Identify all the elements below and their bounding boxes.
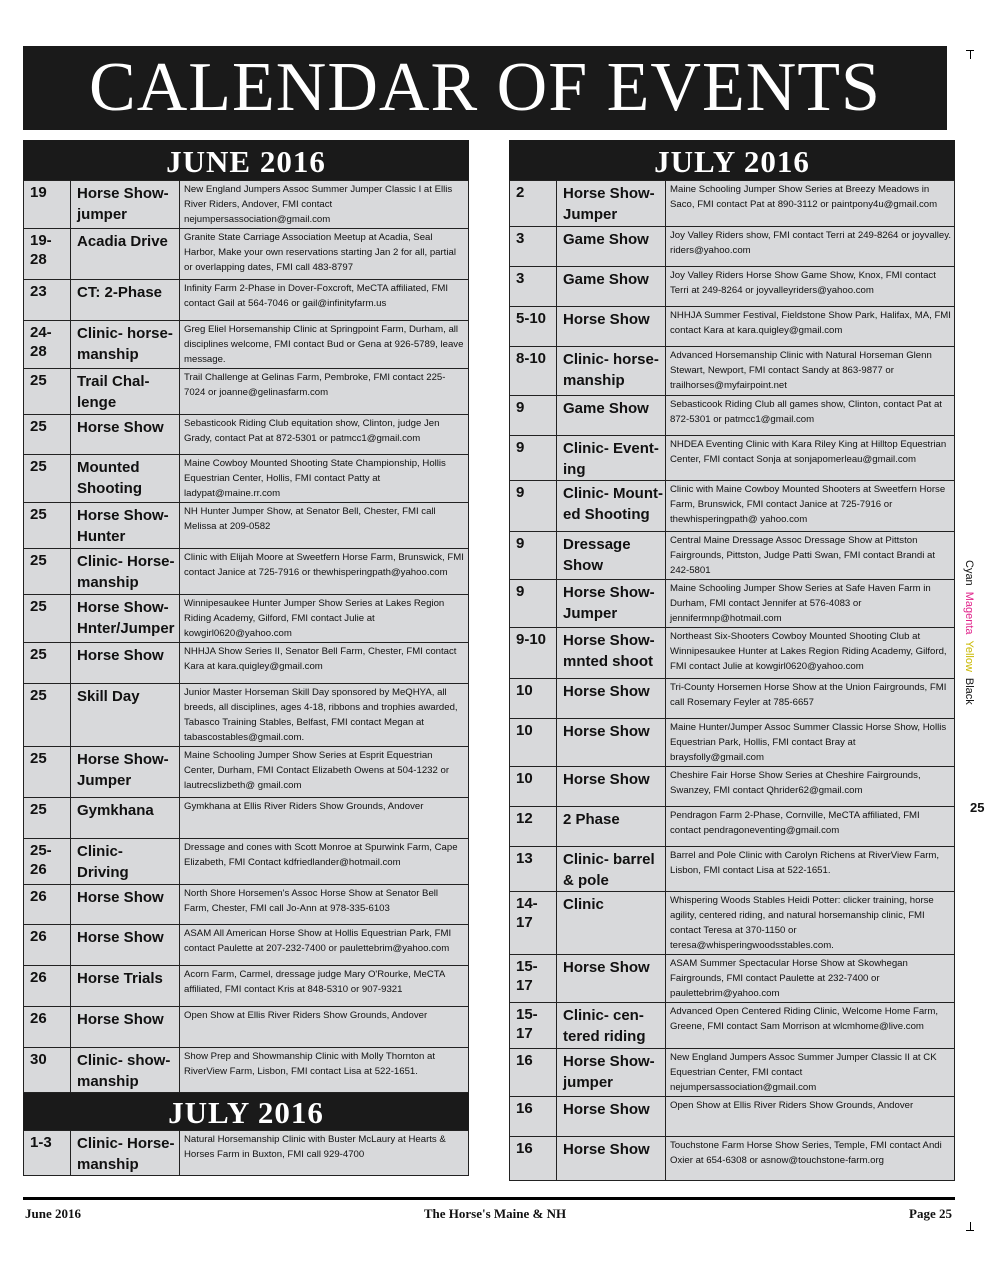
event-type: Horse Show xyxy=(557,679,666,719)
event-row xyxy=(510,227,955,267)
color-registration-labels xyxy=(963,560,975,711)
footer-date: June 2016 xyxy=(25,1206,81,1221)
crop-mark-top xyxy=(966,50,974,59)
event-row xyxy=(24,181,469,229)
event-description: Acorn Farm, Carmel, dressage judge Mary O'Rourke, MeCTA affiliated, FMI contact Kris at 848-5310 or 907-9321 xyxy=(180,966,469,1007)
event-type: Horse Show- Jumper xyxy=(71,747,180,798)
event-description: Touchstone Farm Horse Show Series, Temple, FMI contact Andi Oxier at 654-6308 or asnow@touchstone-farm.org xyxy=(666,1137,955,1181)
event-row xyxy=(24,369,469,415)
event-description: Northeast Six-Shooters Cowboy Mounted Shooting Club at Winnipesaukee Hunter at Lakes Region Riding Academy, Gilford, FMI contact Julie at kowgirl0620@yahoo.com xyxy=(666,628,955,679)
event-type: Horse Show- Jumper xyxy=(557,181,666,227)
event-date: 16 xyxy=(510,1097,557,1137)
event-row xyxy=(24,747,469,798)
event-date: 9 xyxy=(510,532,557,580)
event-date: 14- 17 xyxy=(510,892,557,955)
event-description: Barrel and Pole Clinic with Carolyn Richens at RiverView Farm, Lisbon, FMI contact Lisa at 522-1651. xyxy=(666,847,955,892)
event-row xyxy=(510,892,955,955)
event-description: Sebasticook Riding Club all games show, Clinton, contact Pat at 872-5301 or patmcc1@gmail.com xyxy=(666,396,955,436)
event-type: Horse Show xyxy=(71,1007,180,1048)
event-date: 19- 28 xyxy=(24,229,71,280)
event-description: Tri-County Horsemen Horse Show at the Union Fairgrounds, FMI call Rosemary Feyler at 785-6657 xyxy=(666,679,955,719)
event-date: 30 xyxy=(24,1048,71,1093)
event-description: Maine Schooling Jumper Show Series at Safe Haven Farm in Durham, FMI contact Jennifer at 576-4083 or jennifermnp@hotmail.com xyxy=(666,580,955,628)
event-type: Game Show xyxy=(557,396,666,436)
event-row xyxy=(24,798,469,839)
event-row xyxy=(510,307,955,347)
event-type: Clinic- horse- manship xyxy=(71,321,180,369)
july-events-table-left xyxy=(23,1130,469,1176)
event-type: Clinic- cen- tered riding xyxy=(557,1003,666,1049)
event-row xyxy=(24,1131,469,1176)
event-row xyxy=(510,628,955,679)
event-description: Advanced Horsemanship Clinic with Natural Horseman Glenn Stewart, Newport, FMI contact Sandy at 863-9877 or trailhorses@myfairpoint.net xyxy=(666,347,955,396)
event-description: Open Show at Ellis River Riders Show Grounds, Andover xyxy=(666,1097,955,1137)
july-events-table xyxy=(509,180,955,1181)
event-date: 26 xyxy=(24,1007,71,1048)
event-row xyxy=(24,839,469,885)
event-type: Horse Trials xyxy=(71,966,180,1007)
event-type: Horse Show- Jumper xyxy=(557,580,666,628)
event-row xyxy=(24,455,469,503)
event-description: Dressage and cones with Scott Monroe at Spurwink Farm, Cape Elizabeth, FMI Contact kdfriedlander@hotmail.com xyxy=(180,839,469,885)
event-type: Clinic xyxy=(557,892,666,955)
event-description: Junior Master Horseman Skill Day sponsored by MeQHYA, all breeds, all disciplines, ages 4-18, ribbons and trophies awarded, Tabasco Training Stables, Belfast, FMI contact Megan at tabascostables@gmail.com. xyxy=(180,684,469,747)
event-date: 8-10 xyxy=(510,347,557,396)
event-type: Horse Show xyxy=(557,1137,666,1181)
event-date: 25 xyxy=(24,643,71,684)
event-type: Clinic- Driving xyxy=(71,839,180,885)
event-description: Winnipesaukee Hunter Jumper Show Series at Lakes Region Riding Academy, Gilford, FMI contact Julie at kowgirl0620@yahoo.com xyxy=(180,595,469,643)
event-date: 5-10 xyxy=(510,307,557,347)
event-type: Horse Show xyxy=(71,925,180,966)
event-date: 9 xyxy=(510,580,557,628)
event-row xyxy=(510,580,955,628)
event-description: Central Maine Dressage Assoc Dressage Show at Pittston Fairgrounds, Pittston, Judge Patti Swan, FMI contact Brandi at 242-5801 xyxy=(666,532,955,580)
event-description: Gymkhana at Ellis River Riders Show Grounds, Andover xyxy=(180,798,469,839)
event-date: 15- 17 xyxy=(510,955,557,1003)
event-date: 3 xyxy=(510,227,557,267)
event-description: ASAM Summer Spectacular Horse Show at Skowhegan Fairgrounds, FMI contact Paulette at 232-7400 or paulettebrim@yahoo.com xyxy=(666,955,955,1003)
event-description: Maine Cowboy Mounted Shooting State Championship, Hollis Equestrian Center, Hollis, FMI contact Patty at ladypat@maine.rr.com xyxy=(180,455,469,503)
event-type: Trail Chal- lenge xyxy=(71,369,180,415)
event-date: 25- 26 xyxy=(24,839,71,885)
color-label: Cyan xyxy=(963,560,975,586)
event-row xyxy=(510,679,955,719)
event-description: ASAM All American Horse Show at Hollis Equestrian Park, FMI contact Paulette at 207-232-7400 or paulettebrim@yahoo.com xyxy=(180,925,469,966)
event-description: Greg Eliel Horsemanship Clinic at Springpoint Farm, Durham, all disciplines welcome, FMI contact Bud or Gena at 926-5789, leave message. xyxy=(180,321,469,369)
event-row xyxy=(24,321,469,369)
event-row xyxy=(510,1003,955,1049)
event-type: Clinic- show- manship xyxy=(71,1048,180,1093)
event-date: 25 xyxy=(24,415,71,455)
event-description: Cheshire Fair Horse Show Series at Cheshire Fairgrounds, Swanzey, FMI contact Qhrider62@gmail.com xyxy=(666,767,955,807)
event-row xyxy=(510,719,955,767)
event-row xyxy=(24,885,469,925)
month-heading-june: JUNE 2016 xyxy=(23,140,469,180)
event-row xyxy=(510,181,955,227)
event-row xyxy=(24,595,469,643)
event-type: Horse Show xyxy=(557,767,666,807)
event-date: 24- 28 xyxy=(24,321,71,369)
event-row xyxy=(24,684,469,747)
event-date: 16 xyxy=(510,1049,557,1097)
event-date: 25 xyxy=(24,798,71,839)
event-type: Horse Show- Hnter/Jumper xyxy=(71,595,180,643)
color-label: Magenta xyxy=(963,591,975,635)
event-row xyxy=(510,807,955,847)
june-events-table xyxy=(23,180,469,1093)
event-date: 3 xyxy=(510,267,557,307)
event-description: Maine Schooling Jumper Show Series at Esprit Equestrian Center, Durham, FMI Contact Elizabeth Owens at 504-1232 or lautrecslizbeth@ gmail.com xyxy=(180,747,469,798)
event-row xyxy=(24,1048,469,1093)
event-type: Horse Show xyxy=(557,955,666,1003)
event-description: North Shore Horsemen's Assoc Horse Show at Senator Bell Farm, Chester, FMI call Jo-Ann at 978-335-6103 xyxy=(180,885,469,925)
event-row xyxy=(24,966,469,1007)
event-description: Trail Challenge at Gelinas Farm, Pembroke, FMI contact 225-7024 or joanne@gelinasfarm.com xyxy=(180,369,469,415)
event-type: Horse Show xyxy=(71,643,180,684)
event-row xyxy=(510,847,955,892)
event-type: Horse Show- jumper xyxy=(71,181,180,229)
event-row xyxy=(510,1097,955,1137)
event-row xyxy=(510,532,955,580)
event-type: Clinic- Horse- manship xyxy=(71,549,180,595)
event-date: 15- 17 xyxy=(510,1003,557,1049)
event-row xyxy=(24,229,469,280)
event-type: Horse Show xyxy=(557,719,666,767)
event-date: 12 xyxy=(510,807,557,847)
event-description: Clinic with Maine Cowboy Mounted Shooters at Sweetfern Horse Farm, Brunswick, FMI contact Janice at 725-7916 or thewhisperingpath@ yahoo.com xyxy=(666,481,955,532)
event-description: Sebasticook Riding Club equitation show, Clinton, judge Jen Grady, contact Pat at 872-5301 or patmcc1@gmail.com xyxy=(180,415,469,455)
event-type: Gymkhana xyxy=(71,798,180,839)
event-description: NHDEA Eventing Clinic with Kara Riley King at Hilltop Equestrian Center, FMI contact Sonja at sonjapomerleau@gmail.com xyxy=(666,436,955,481)
event-type: Dressage Show xyxy=(557,532,666,580)
event-description: Whispering Woods Stables Heidi Potter: clicker training, horse agility, centered riding, and natural horsemanship clinic, FMI contact Teresa at 370-1150 or teresa@whisperingwoodsstables.com. xyxy=(666,892,955,955)
event-description: Show Prep and Showmanship Clinic with Molly Thornton at RiverView Farm, Lisbon, FMI contact Lisa at 522-1651. xyxy=(180,1048,469,1093)
event-date: 23 xyxy=(24,280,71,321)
footer-page: Page 25 xyxy=(909,1206,952,1221)
event-row xyxy=(24,280,469,321)
event-description: Joy Valley Riders show, FMI contact Terri at 249-8264 or joyvalley. riders@yahoo.com xyxy=(666,227,955,267)
event-row xyxy=(24,549,469,595)
event-description: Granite State Carriage Association Meetup at Acadia, Seal Harbor, Make your own reservations starting Jan 2 for all, partial or overlapping dates, FMI call 483-8797 xyxy=(180,229,469,280)
event-type: 2 Phase xyxy=(557,807,666,847)
event-date: 25 xyxy=(24,549,71,595)
footer-publication: The Horse's Maine & NH xyxy=(423,1206,567,1221)
event-date: 19 xyxy=(24,181,71,229)
event-type: Mounted Shooting xyxy=(71,455,180,503)
event-type: Skill Day xyxy=(71,684,180,747)
event-description: New England Jumpers Assoc Summer Jumper Classic II at CK Equestrian Center, FMI contact nejumpersassociation@gmail.com xyxy=(666,1049,955,1097)
event-row xyxy=(510,955,955,1003)
event-date: 25 xyxy=(24,747,71,798)
event-description: Joy Valley Riders Horse Show Game Show, Knox, FMI contact Terri at 249-8264 or joyvalleyriders@yahoo.com xyxy=(666,267,955,307)
event-row xyxy=(24,503,469,549)
event-type: Clinic- Horse- manship xyxy=(71,1131,180,1176)
event-description: NHHJA Summer Festival, Fieldstone Show Park, Halifax, MA, FMI contact Kara at kara.quigley@gmail.com xyxy=(666,307,955,347)
event-description: Infinity Farm 2-Phase in Dover-Foxcroft, MeCTA affiliated, FMI contact Gail at 564-7046 or gail@infinityfarm.us xyxy=(180,280,469,321)
event-description: Open Show at Ellis River Riders Show Grounds, Andover xyxy=(180,1007,469,1048)
crop-mark-bottom xyxy=(966,1222,974,1231)
event-row xyxy=(24,1007,469,1048)
event-date: 2 xyxy=(510,181,557,227)
event-type: Clinic- horse- manship xyxy=(557,347,666,396)
event-row xyxy=(510,1137,955,1181)
event-date: 26 xyxy=(24,925,71,966)
month-heading-july: JULY 2016 xyxy=(509,140,955,180)
event-description: Advanced Open Centered Riding Clinic, Welcome Home Farm, Greene, FMI contact Sam Morrison at wlcmhome@live.com xyxy=(666,1003,955,1049)
event-row xyxy=(510,436,955,481)
event-description: NHHJA Show Series II, Senator Bell Farm, Chester, FMI contact Kara at kara.quigley@gmail.com xyxy=(180,643,469,684)
event-date: 26 xyxy=(24,966,71,1007)
month-heading-july-left: JULY 2016 xyxy=(23,1093,469,1130)
event-date: 25 xyxy=(24,455,71,503)
event-type: Horse Show xyxy=(557,307,666,347)
event-description: Maine Hunter/Jumper Assoc Summer Classic Horse Show, Hollis Equestrian Park, Hollis, FMI contact Bray at braysfolly@gmail.com xyxy=(666,719,955,767)
event-description: Maine Schooling Jumper Show Series at Breezy Meadows in Saco, FMI contact Pat at 890-3112 or paintpony4u@gmail.com xyxy=(666,181,955,227)
event-type: Game Show xyxy=(557,227,666,267)
event-type: Horse Show- Hunter xyxy=(71,503,180,549)
event-type: Horse Show- mnted shoot xyxy=(557,628,666,679)
event-date: 25 xyxy=(24,369,71,415)
event-row xyxy=(510,267,955,307)
event-row xyxy=(510,481,955,532)
event-type: CT: 2-Phase xyxy=(71,280,180,321)
event-type: Horse Show- jumper xyxy=(557,1049,666,1097)
event-date: 16 xyxy=(510,1137,557,1181)
event-description: New England Jumpers Assoc Summer Jumper Classic I at Ellis River Riders, Andover, FMI contact nejumpersassociation@gmail.com xyxy=(180,181,469,229)
page-title: CALENDAR OF EVENTS xyxy=(23,46,947,130)
event-date: 10 xyxy=(510,719,557,767)
event-date: 25 xyxy=(24,503,71,549)
event-type: Acadia Drive xyxy=(71,229,180,280)
footer-rule xyxy=(23,1197,955,1200)
event-date: 9 xyxy=(510,396,557,436)
event-row xyxy=(24,925,469,966)
event-date: 10 xyxy=(510,767,557,807)
event-description: Clinic with Elijah Moore at Sweetfern Horse Farm, Brunswick, FMI contact Janice at 725-7916 or thewhisperingpath@yahoo.com xyxy=(180,549,469,595)
event-date: 9 xyxy=(510,481,557,532)
event-type: Clinic- Event- ing xyxy=(557,436,666,481)
event-row xyxy=(24,415,469,455)
event-type: Clinic- barrel & pole xyxy=(557,847,666,892)
event-row xyxy=(510,767,955,807)
event-row xyxy=(510,396,955,436)
event-description: NH Hunter Jumper Show, at Senator Bell, Chester, FMI call Melissa at 209-0582 xyxy=(180,503,469,549)
event-date: 1-3 xyxy=(24,1131,71,1176)
event-type: Horse Show xyxy=(557,1097,666,1137)
event-date: 10 xyxy=(510,679,557,719)
event-date: 13 xyxy=(510,847,557,892)
side-page-number: 25 xyxy=(970,800,985,815)
event-row xyxy=(510,1049,955,1097)
event-type: Horse Show xyxy=(71,415,180,455)
event-date: 25 xyxy=(24,684,71,747)
event-description: Natural Horsemanship Clinic with Buster McLaury at Hearts & Horses Farm in Buxton, FMI call 929-4700 xyxy=(180,1131,469,1176)
event-type: Clinic- Mount- ed Shooting xyxy=(557,481,666,532)
event-type: Horse Show xyxy=(71,885,180,925)
event-date: 9-10 xyxy=(510,628,557,679)
right-column xyxy=(509,140,955,1181)
event-row xyxy=(510,347,955,396)
color-label: Yellow xyxy=(963,640,975,672)
event-date: 25 xyxy=(24,595,71,643)
event-description: Pendragon Farm 2-Phase, Cornville, MeCTA affiliated, FMI contact pendragoneventing@gmail.com xyxy=(666,807,955,847)
color-label: Black xyxy=(963,677,975,705)
event-row xyxy=(24,643,469,684)
left-column xyxy=(23,140,469,1176)
event-date: 9 xyxy=(510,436,557,481)
event-date: 26 xyxy=(24,885,71,925)
event-type: Game Show xyxy=(557,267,666,307)
